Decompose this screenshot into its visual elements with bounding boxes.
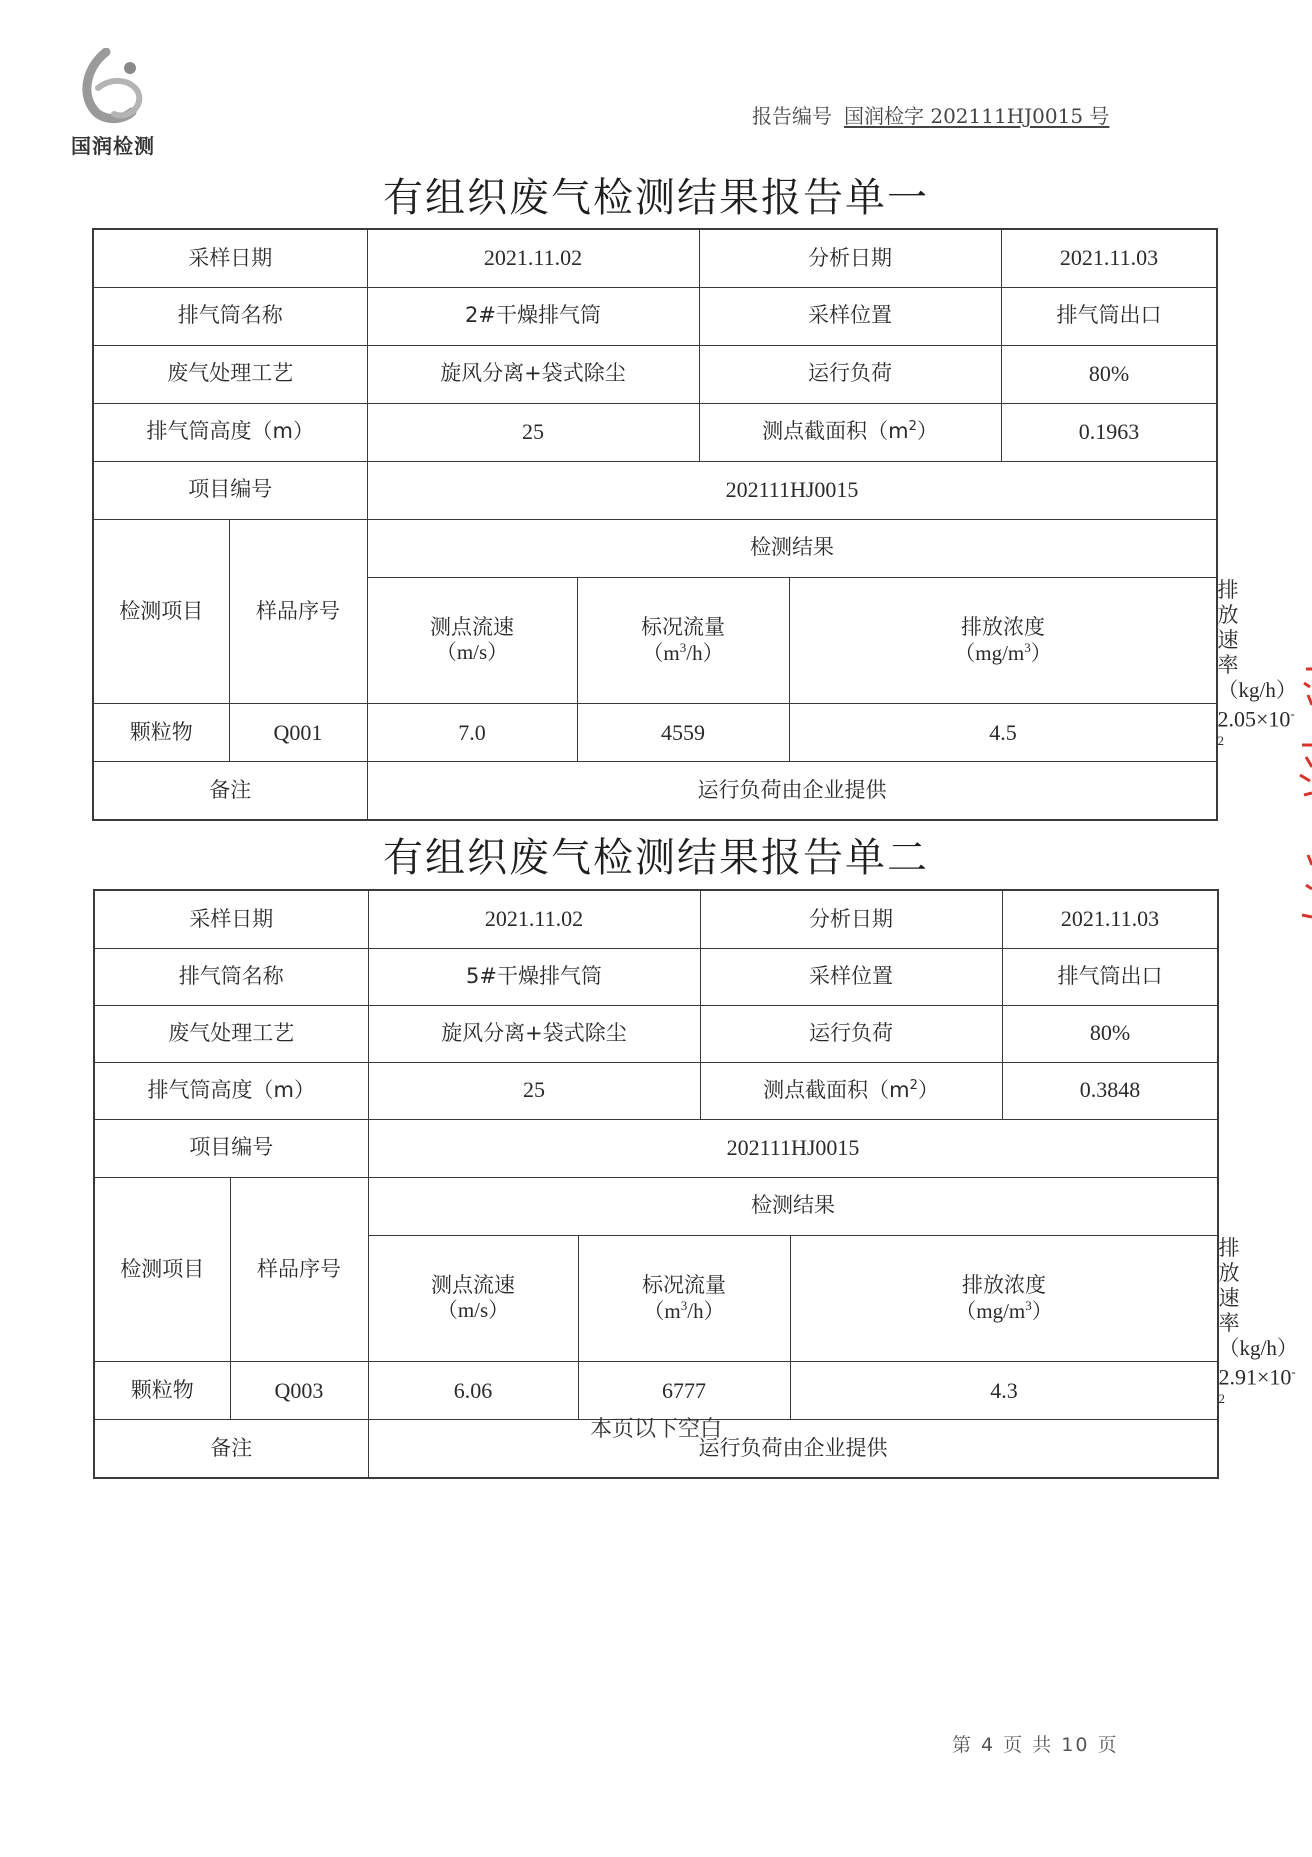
report-number-label: 报告编号 xyxy=(752,104,832,128)
stack-height-label: 排气筒高度（m） xyxy=(93,403,367,461)
blank-note: 本页以下空白 xyxy=(589,1417,722,1442)
concentration-header-unit xyxy=(791,1298,1218,1324)
velocity-value: 7.0 xyxy=(367,704,577,762)
stack-name-value: 5#干燥排气筒 xyxy=(368,948,700,1005)
section-area-label-text: 测点截面积（m xyxy=(762,419,909,444)
remark-value: 运行负荷由企业提供 xyxy=(368,1420,1218,1478)
stack-name-value: 2#干燥排气筒 xyxy=(367,287,699,345)
sampling-date-label: 采样日期 xyxy=(94,890,368,948)
seal-stamp-fragment xyxy=(1290,665,1312,925)
process-label: 废气处理工艺 xyxy=(93,345,367,403)
sampling-date-value: 2021.11.02 xyxy=(367,229,699,287)
page-number: 第 4 页 共 10 页 xyxy=(952,1734,1119,1756)
flow-header-unit xyxy=(578,640,789,666)
project-no-value: 202111HJ0015 xyxy=(368,1119,1218,1177)
concentration-value: 4.3 xyxy=(790,1362,1218,1420)
conc-unit-sup: 3 xyxy=(1024,639,1031,655)
process-label: 废气处理工艺 xyxy=(94,1005,368,1062)
logo-icon xyxy=(76,48,148,132)
section-area-value: 0.1963 xyxy=(1001,403,1217,461)
velocity-header xyxy=(368,1235,578,1362)
test-item-header: 检测项目 xyxy=(94,1177,230,1362)
flow-header xyxy=(577,577,789,704)
project-no-label: 项目编号 xyxy=(93,461,367,519)
project-no-label: 项目编号 xyxy=(94,1119,368,1177)
flow-header-unit xyxy=(579,1298,790,1324)
report-title-2: 有组织废气检测结果报告单二 xyxy=(383,835,929,881)
sample-no-value: Q003 xyxy=(230,1362,368,1420)
flow-header-name: 标况流量 xyxy=(642,1272,726,1297)
item-value: 颗粒物 xyxy=(93,704,229,762)
concentration-header-name: 排放浓度 xyxy=(962,1272,1046,1297)
sampling-date-value: 2021.11.02 xyxy=(368,890,700,948)
sampling-date-label: 采样日期 xyxy=(93,229,367,287)
section-area-label-end: ） xyxy=(916,419,938,444)
section-area-label-text: 测点截面积（m xyxy=(763,1077,910,1102)
concentration-header xyxy=(789,577,1217,704)
flow-unit-sup: 3 xyxy=(680,1297,688,1313)
analysis-date-label: 分析日期 xyxy=(699,229,1001,287)
stack-name-label: 排气筒名称 xyxy=(93,287,367,345)
rate-value-base: 2.05×10 xyxy=(1217,706,1291,732)
velocity-header xyxy=(367,577,577,704)
conc-unit-prefix: （mg/m xyxy=(954,640,1025,665)
concentration-header xyxy=(790,1235,1218,1362)
report-table-2: 采样日期 2021.11.02 分析日期 2021.11.03 排气筒名称 5#干燥排气筒 采样位置 排气筒出口 废气处理工艺 旋风分离+袋式除尘 运行负荷 80% 排气筒高度（m） 25 测点截面积$(m^2)$ 0.3848 项目编号 202111HJ0015 检测项目 样品序号 检测结果 测点流速 （m/s） 标况流量 $(m^3/h)$ 排放浓度 $(mg/m^3)$ 排放速率 （kg/h） 颗粒物 Q003 6.06 6777 4.3 $2.91\times 10^{-2}$ 备注 运行负荷由企业提供 xyxy=(93,889,1219,1479)
conc-unit-suffix: ） xyxy=(1030,640,1052,665)
concentration-value: 4.5 xyxy=(789,704,1217,762)
conc-unit-prefix: （mg/m xyxy=(955,1298,1026,1323)
velocity-header-name: 测点流速 xyxy=(430,615,514,640)
flow-unit-sup: 3 xyxy=(679,639,687,655)
logo-text: 国润检测 xyxy=(71,134,155,158)
stack-height-value: 25 xyxy=(367,403,699,461)
stack-name-label: 排气筒名称 xyxy=(94,948,368,1005)
load-value: 80% xyxy=(1001,345,1217,403)
results-header: 检测结果 xyxy=(367,519,1217,577)
velocity-header-name: 测点流速 xyxy=(431,1273,515,1298)
rate-value-base: 2.91×10 xyxy=(1218,1364,1292,1390)
report-number xyxy=(752,100,1109,129)
concentration-header-name: 排放浓度 xyxy=(961,614,1045,639)
project-no-value: 202111HJ0015 xyxy=(367,461,1217,519)
sample-no-header: 样品序号 xyxy=(229,519,367,704)
sample-no-value: Q001 xyxy=(229,704,367,762)
flow-unit-suffix: /h） xyxy=(687,1298,725,1323)
conc-unit-suffix: ） xyxy=(1031,1298,1053,1323)
sampling-location-label: 采样位置 xyxy=(699,287,1001,345)
remark-value: 运行负荷由企业提供 xyxy=(367,762,1217,820)
rate-value-exp: -2 xyxy=(1217,706,1295,748)
section-area-sup: 2 xyxy=(908,419,917,435)
analysis-date-label: 分析日期 xyxy=(700,890,1002,948)
flow-header-name: 标况流量 xyxy=(641,614,725,639)
report-title-1: 有组织废气检测结果报告单一 xyxy=(383,175,929,221)
flow-unit-suffix: /h） xyxy=(686,640,724,665)
flow-value: 4559 xyxy=(577,704,789,762)
velocity-header-unit: （m/s） xyxy=(436,1298,510,1323)
flow-unit-prefix: （m xyxy=(642,640,680,665)
process-value: 旋风分离+袋式除尘 xyxy=(368,1005,700,1062)
section-area-label-end: ） xyxy=(917,1077,939,1102)
conc-unit-sup: 3 xyxy=(1025,1297,1032,1313)
load-value: 80% xyxy=(1002,1005,1218,1062)
remark-label: 备注 xyxy=(93,762,367,820)
section-area-label xyxy=(700,1062,1002,1119)
flow-unit-prefix: （m xyxy=(643,1298,681,1323)
stack-height-value: 25 xyxy=(368,1062,700,1119)
flow-value: 6777 xyxy=(578,1362,790,1420)
test-item-header: 检测项目 xyxy=(93,519,229,704)
load-label: 运行负荷 xyxy=(700,1005,1002,1062)
section-area-sup: 2 xyxy=(909,1077,918,1093)
section-area-label xyxy=(699,403,1001,461)
sampling-location-value: 排气筒出口 xyxy=(1001,287,1217,345)
sampling-location-value: 排气筒出口 xyxy=(1002,948,1218,1005)
stack-height-label: 排气筒高度（m） xyxy=(94,1062,368,1119)
report-number-value: 国润检字 202111HJ0015 号 xyxy=(844,104,1110,128)
report-table-1: 采样日期 2021.11.02 分析日期 2021.11.03 排气筒名称 2#干燥排气筒 采样位置 排气筒出口 废气处理工艺 旋风分离+袋式除尘 运行负荷 80% 排气筒高度（m） 25 测点截面积$(m^2)$ 0.1963 项目编号 202111HJ0015 检测项目 样品序号 检测结果 测点流速 （m/s） 标况流量 $(m^3/h)$ 排放浓度 $(mg/m^3)$ 排放速率 （kg/h） 颗粒物 Q001 7.0 4559 4.5 $2.05\times 10^{-2}$ 备注 运行负荷由企业提供 xyxy=(92,228,1218,821)
item-value: 颗粒物 xyxy=(94,1362,230,1420)
remark-label: 备注 xyxy=(94,1420,368,1478)
process-value: 旋风分离+袋式除尘 xyxy=(367,345,699,403)
rate-value-exp: -2 xyxy=(1218,1364,1296,1406)
flow-header xyxy=(578,1235,790,1362)
results-header: 检测结果 xyxy=(368,1177,1218,1235)
velocity-header-unit: （m/s） xyxy=(435,640,509,665)
velocity-value: 6.06 xyxy=(368,1362,578,1420)
load-label: 运行负荷 xyxy=(699,345,1001,403)
analysis-date-value: 2021.11.03 xyxy=(1001,229,1217,287)
analysis-date-value: 2021.11.03 xyxy=(1002,890,1218,948)
sample-no-header: 样品序号 xyxy=(230,1177,368,1362)
concentration-header-unit xyxy=(790,640,1217,666)
sampling-location-label: 采样位置 xyxy=(700,948,1002,1005)
section-area-value: 0.3848 xyxy=(1002,1062,1218,1119)
company-logo xyxy=(58,48,168,160)
